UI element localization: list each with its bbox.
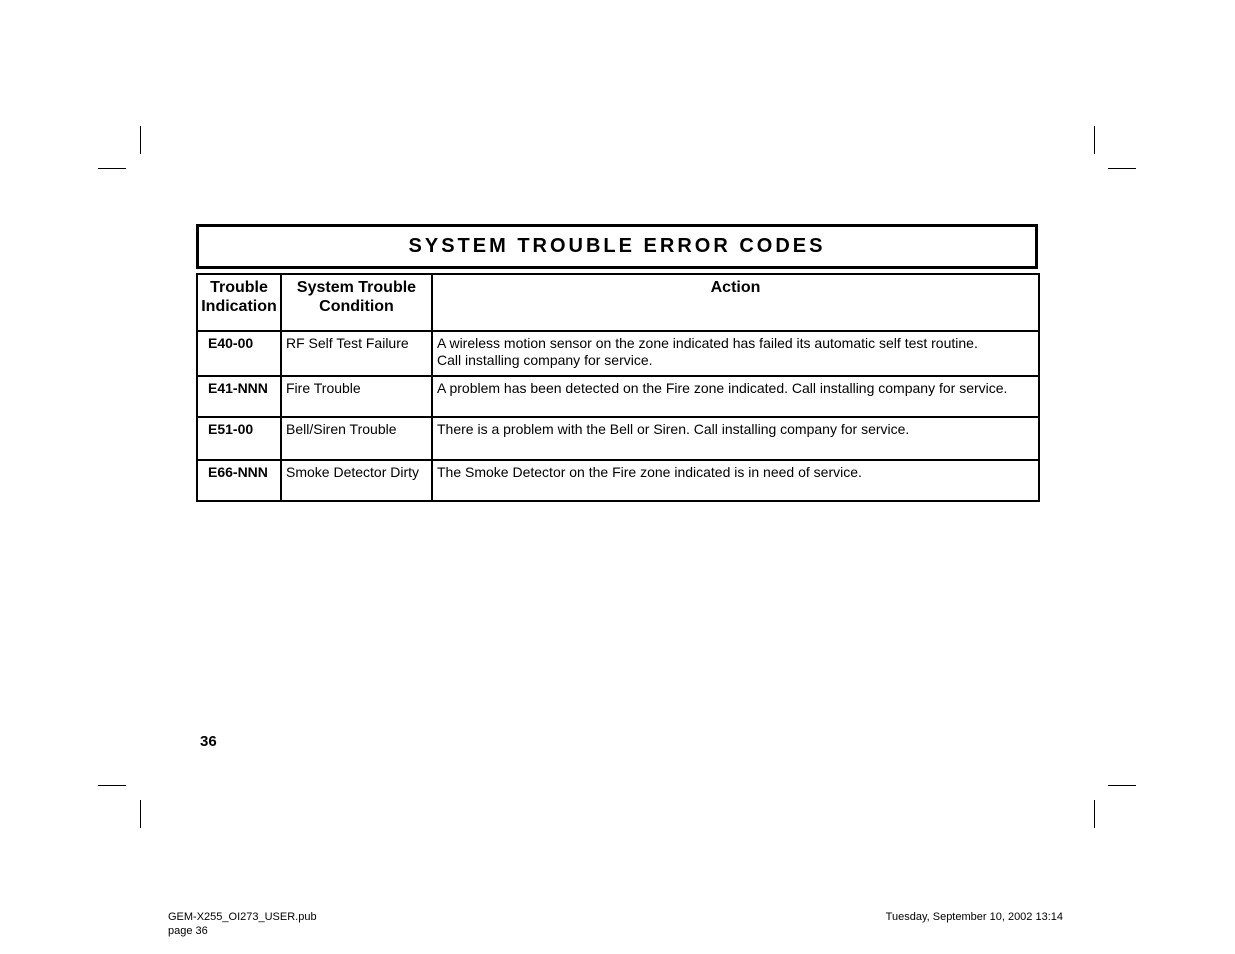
error-code: E66-NNN (197, 460, 281, 501)
table-row (197, 417, 1039, 460)
table-row (197, 460, 1039, 501)
footer-timestamp: Tuesday, September 10, 2002 13:14 (885, 911, 1063, 923)
action-line: There is a problem with the Bell or Siren. Call installing company for service. (437, 421, 910, 437)
table-row (197, 331, 1039, 376)
action-text (432, 376, 1039, 417)
header-text: Indication (201, 298, 277, 315)
crop-mark (98, 168, 126, 169)
action-text (432, 460, 1039, 501)
table-header-row (197, 274, 1039, 331)
action-line: Call installing company for service. (437, 352, 653, 368)
table-row (197, 376, 1039, 417)
trouble-condition: Bell/Siren Trouble (281, 417, 432, 460)
crop-mark (1094, 800, 1095, 828)
action-line: A problem has been detected on the Fire zone indicated. Call installing company for service. (437, 380, 1008, 396)
trouble-condition: Smoke Detector Dirty (281, 460, 432, 501)
crop-mark (140, 800, 141, 828)
header-text: Trouble (210, 279, 268, 296)
error-codes-table (196, 273, 1040, 502)
footer-page-label: page 36 (168, 925, 208, 937)
trouble-condition: Fire Trouble (281, 376, 432, 417)
page-number: 36 (200, 733, 217, 750)
header-trouble-indication (197, 274, 281, 331)
header-text: System Trouble (296, 279, 417, 296)
header-text: Condition (319, 298, 394, 315)
crop-mark (1108, 785, 1136, 786)
header-action: Action (432, 274, 1039, 331)
trouble-condition: RF Self Test Failure (281, 331, 432, 376)
crop-mark (140, 126, 141, 154)
action-text (432, 331, 1039, 376)
footer-file-info (168, 910, 317, 938)
title-box (196, 224, 1038, 269)
page-title: SYSTEM TROUBLE ERROR CODES (408, 235, 826, 257)
crop-mark (98, 785, 126, 786)
action-line: A wireless motion sensor on the zone indicated has failed its automatic self test routine. (437, 335, 978, 351)
error-code: E41-NNN (197, 376, 281, 417)
header-system-trouble-condition (281, 274, 432, 331)
footer-file-name: GEM-X255_OI273_USER.pub (168, 911, 317, 923)
error-code: E51-00 (197, 417, 281, 460)
action-text (432, 417, 1039, 460)
crop-mark (1094, 126, 1095, 154)
error-code: E40-00 (197, 331, 281, 376)
crop-mark (1108, 168, 1136, 169)
action-line: The Smoke Detector on the Fire zone indicated is in need of service. (437, 464, 862, 480)
